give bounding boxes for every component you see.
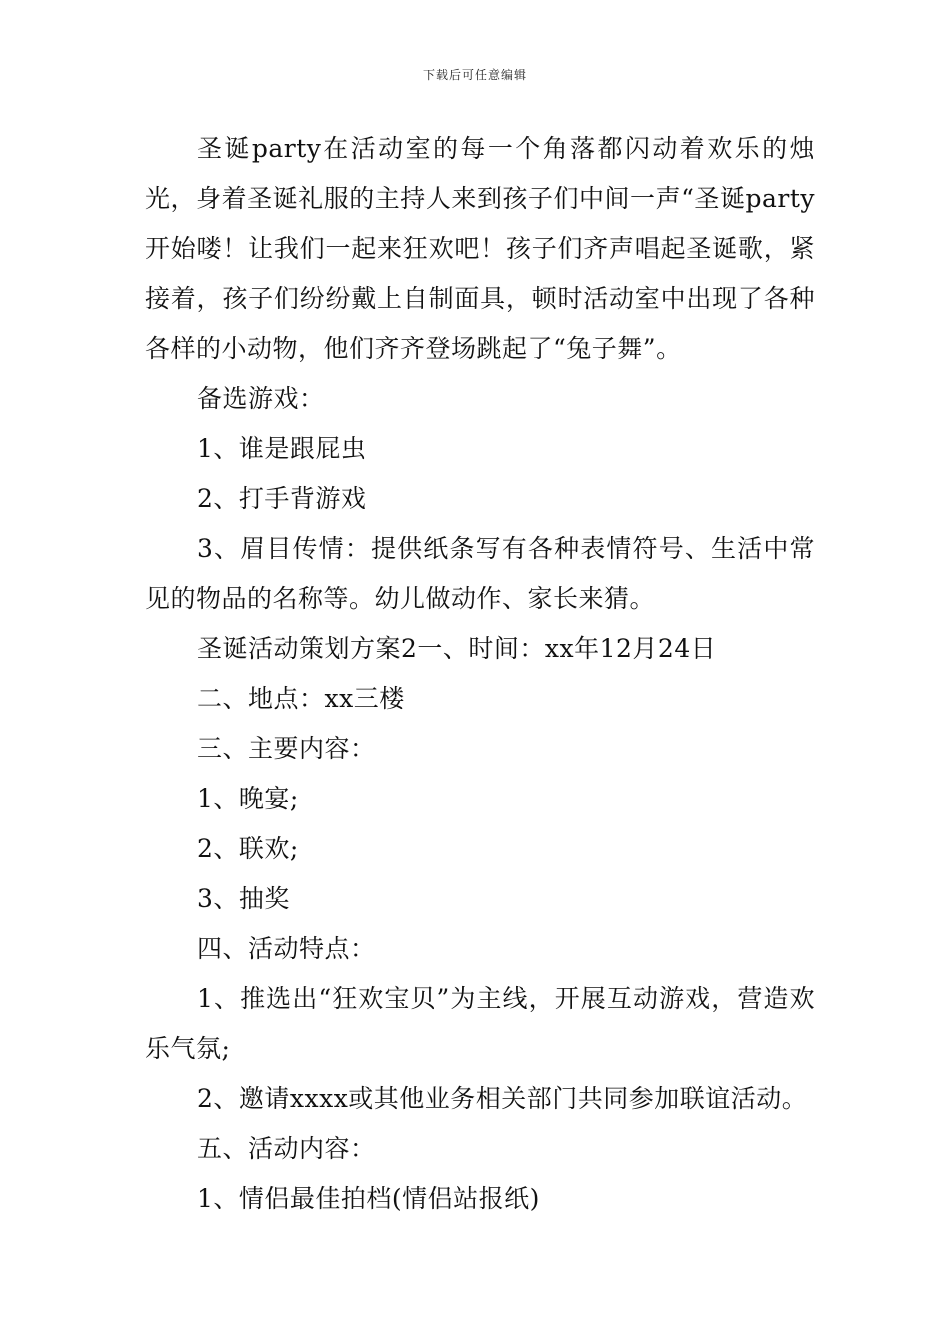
list-item-party: 2、联欢; — [197, 834, 299, 863]
list-item-activity-1: 1、情侣最佳拍档(情侣站报纸) — [197, 1184, 540, 1213]
paragraph-activity-content-heading: 五、活动内容： — [197, 1134, 376, 1163]
page-header-note: 下载后可任意编辑 — [422, 68, 527, 82]
document-body — [145, 124, 815, 1224]
paragraph-features-heading: 四、活动特点： — [197, 934, 376, 963]
list-item-game-3: 3、眉目传情：提供纸条写有各种表情符号、生活中常见的物品的名称等。幼儿做动作、家长来猜。 — [145, 534, 815, 613]
list-item-feature-1: 1、推选出“狂欢宝贝”为主线，开展互动游戏，营造欢乐气氛; — [145, 984, 815, 1063]
paragraph-backup-games-heading: 备选游戏： — [197, 384, 325, 413]
list-item-feature-2: 2、邀请xxxx或其他业务相关部门共同参加联谊活动。 — [197, 1084, 808, 1113]
paragraph-plan-2-time: 圣诞活动策划方案2一、时间：xx年12月24日 — [197, 634, 717, 663]
list-item-dinner: 1、晚宴; — [197, 784, 299, 813]
paragraph-main-content-heading: 三、主要内容： — [197, 734, 376, 763]
paragraph-christmas-party: 圣诞party在活动室的每一个角落都闪动着欢乐的烛光，身着圣诞礼服的主持人来到孩子们中间一声“圣诞party开始喽！让我们一起来狂欢吧！孩子们齐声唱起圣诞歌，紧接着，孩子们纷纷戴上自制面具，顿时活动室中出现了各种各样的小动物，他们齐齐登场跳起了“兔子舞”。 — [145, 134, 815, 363]
list-item-lottery: 3、抽奖 — [197, 884, 290, 913]
list-item-game-2: 2、打手背游戏 — [197, 484, 367, 513]
paragraph-location: 二、地点：xx三楼 — [197, 684, 405, 713]
list-item-game-1: 1、谁是跟屁虫 — [197, 434, 367, 463]
